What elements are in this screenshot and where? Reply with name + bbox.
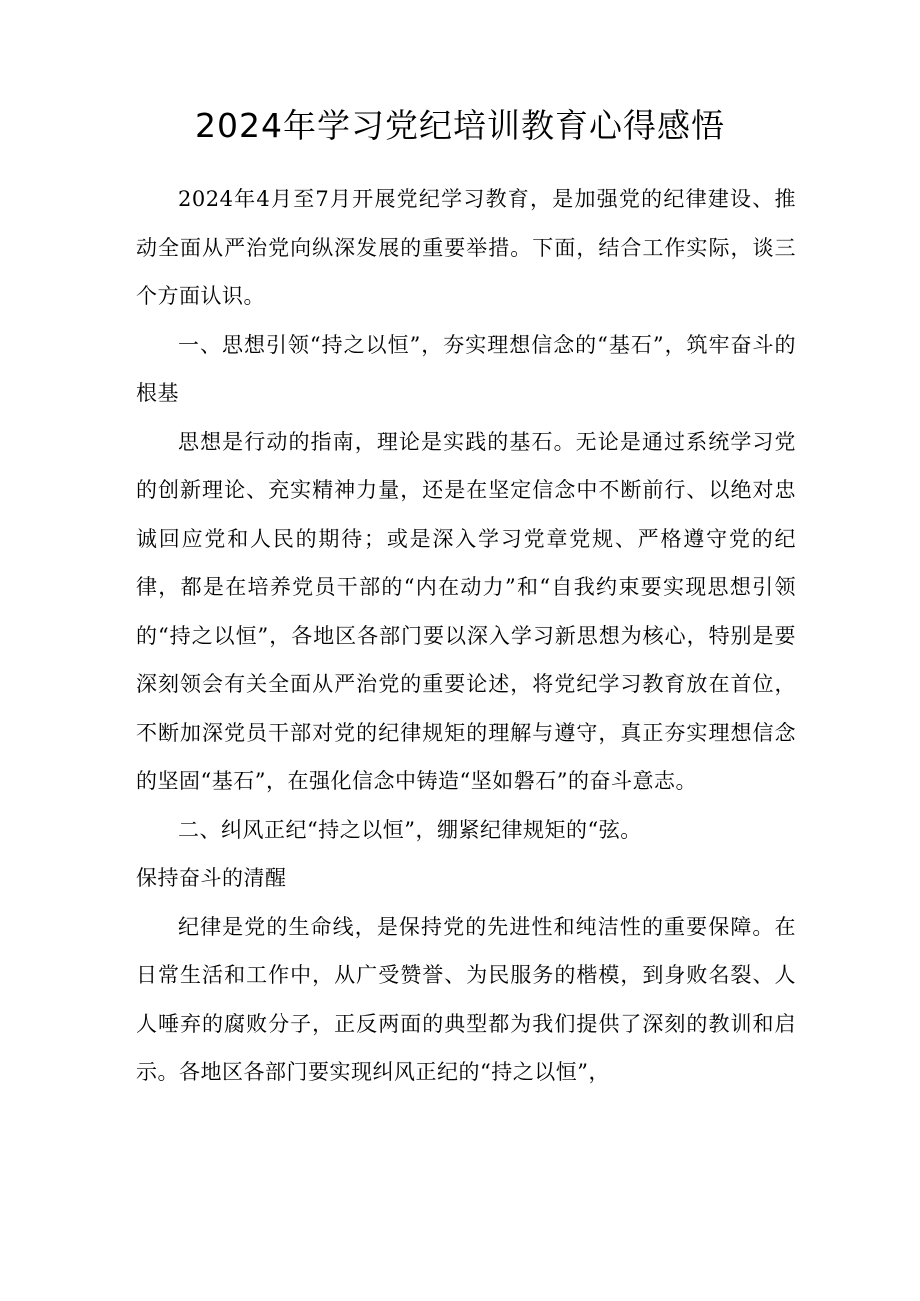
section-heading-2-continuation: 保持奋斗的清醒 [136,866,287,890]
section-heading-1: 一、思想引领“持之以恒”，夯实理想信念的“基石”，筑牢奋斗的根基 [136,332,796,405]
intro-paragraph: 2024年4月至7月开展党纪学习教育，是加强党的纪律建设、推动全面从严治党向纵深发展的重要举措。下面，结合工作实际，谈三个方面认识。 [136,187,796,308]
section-heading-2: 二、纠风正纪“持之以恒”，绷紧纪律规矩的“弦。 [178,817,642,842]
section-1-paragraph: 思想是行动的指南，理论是实践的基石。无论是通过系统学习党的创新理论、充实精神力量，还是在坚定信念中不断前行、以绝对忠诚回应党和人民的期待；或是深入学习党章党规、严格遵守党的纪律，都是在培养党员干部的“内在动力”和“自我约束要实现思想引领的“持之以恒”，各地区各部门要以深入学习新思想为核心，特别是要深刻领会有关全面从严治党的重要论述，将党纪学习教育放在首位，不断加深党员干部对党的纪律规矩的理解与遵守，真正夯实理想信念的坚固“基石”，在强化信念中铸造“坚如磐石”的奋斗意志。 [136,429,796,793]
document-title: 2024年学习党纪培训教育心得感悟 [195,106,725,145]
document-body [136,175,796,1097]
section-2-paragraph: 纪律是党的生命线，是保持党的先进性和纯洁性的重要保障。在日常生活和工作中，从广受赞誉、为民服务的楷模，到身败名裂、人人唾弃的腐败分子，正反两面的典型都为我们提供了深刻的教训和启示。各地区各部门要实现纠风正纪的“持之以恒”， [136,914,796,1084]
